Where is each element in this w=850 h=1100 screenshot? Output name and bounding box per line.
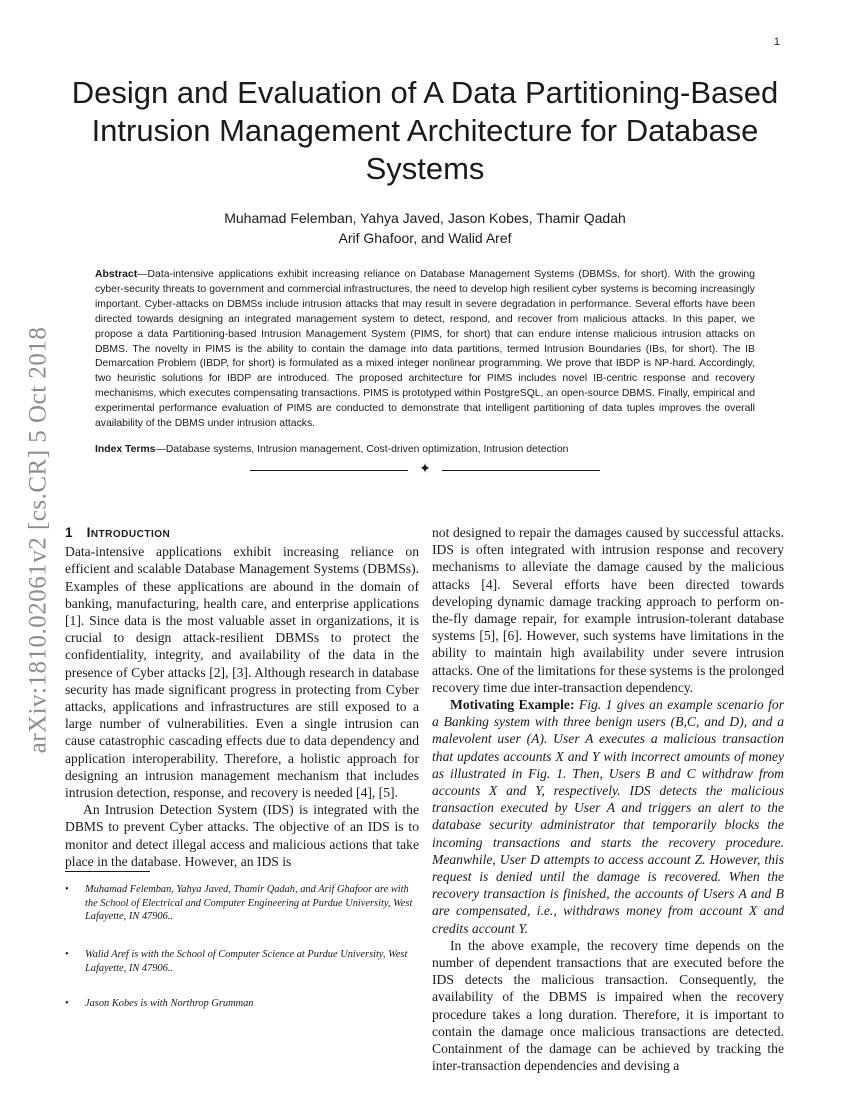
divider-line-right [442,470,600,471]
footnote-text: Walid Aref is with the School of Computer Science at Purdue University, West Lafayette, IN 47906.. [85,949,408,974]
section-title: Introduction [86,525,171,540]
intro-paragraph-4: In the above example, the recovery time depends on the number of dependent transactions that are executed before the IDS detects the malicious transaction. Consequently, the availability of the DBMS is impaired when the recovery procedure takes a long duration. Therefore, it is important to contain the damage once malicious transactions are detected. Containment of the damage can be achieved by tracking the inter-transaction dependencies and devising a [432,937,784,1074]
author-line-2: Arif Ghafoor, and Walid Aref [338,230,512,246]
intro-paragraph-3: not designed to repair the damages caused by successful attacks. IDS is often integrated with intrusion response and recovery mechanisms to alleviate the damage caused by the malicious attacks [4]. Several efforts have been directed towards developing dynamic damage tracking approach to perform on-the-fly damage repair, for example intrusion-tolerant database systems [5], [6]. However, such systems have limitations in the ability to maintain high availability under severe intrusion attacks. One of the limitations for these systems is the prolonged recovery time due inter-transaction dependency. [432,525,784,695]
footnote-bullet: • [65,884,69,895]
footnote-item [65,997,419,1011]
paper-title: Design and Evaluation of A Data Partitioning-Based Intrusion Management Architecture for Database Systems [71,75,779,186]
footnote-item [65,948,419,975]
footnote-rule [65,871,150,872]
footnote-text: Muhamad Felemban, Yahya Javed, Thamir Qadah, and Arif Ghafoor are with the School of Electrical and Computer Engineering at Purdue University, West Lafayette, IN 47906.. [85,884,413,923]
index-terms-text: —Database systems, Intrusion management, Cost-driven optimization, Intrusion detection [155,444,569,455]
right-column [432,524,784,1075]
motivating-example-text: Fig. 1 gives an example scenario for a Banking system with three benign users (B,C, and D), and a malevolent user (A). User A executes a malicious transaction that updates accounts X and Y with incorrect amounts of money as illustrated in Fig. 1. Then, Users B and C withdraw from accounts X and Y, respectively. IDS detects the malicious transaction executed by User A and triggers an alert to the database security administrator that temporarily blocks the incoming transactions and starts the recovery procedure. Meanwhile, User D attempts to access account Z. However, this request is denied until the damage is recovered. When the recovery transaction is finished, the accounts of Users A and B are compensated, i.e., withdraws money from account X and credits account Y. [432,697,785,936]
abstract-text: —Data-intensive applications exhibit increasing reliance on Database Management Systems (DBMSs, for short). With the growing cyber-security threats to government and commercial infrastructures, the need to develop high resilient cyber systems is becoming increasingly important. Cyber-attacks on DBMSs include intrusion attacks that may result in severe degradation in performance. Several efforts have been directed towards designing an integrated management system to detect, respond, and recover from malicious attacks. In this paper, we propose a data Partitioning-based Intrusion Management System (PIMS, for short) that can endure intense malicious intrusion attacks on DBMS. The novelty in PIMS is the ability to contain the damage into data partitions, termed Intrusion Boundaries (IBs, for short). The IB Demarcation Problem (IBDP, for short) is formulated as a mixed integer nonlinear programming. We prove that IBDP is NP-hard. Accordingly, two heuristic solutions for IBDP are introduced. The proposed architecture for PIMS includes novel IB-centric response and recovery mechanisms, which executes compensating transactions. PIMS is prototyped within PostgreSQL, an open-source DBMS. Finally, empirical and experimental performance evaluation of PIMS are conducted to demonstrate that intelligent partitioning of data tuples improves the overall availability of the DBMS under intrusion attacks. [95,269,755,430]
divider-line-left [250,470,408,471]
abstract-label: Abstract [95,269,138,280]
footnote-bullet: • [65,998,69,1009]
motivating-example-label: Motivating Example: [450,697,575,713]
intro-paragraph-2: An Intrusion Detection System (IDS) is integrated with the DBMS to prevent Cyber attacks. The objective of an IDS is to monitor and detect illegal access and malicious actions that take place in the database. However, an IDS is [65,802,419,869]
section-number: 1 [65,525,73,540]
section-divider [250,462,600,478]
footnote-bullet: • [65,949,69,960]
footnote-text: Jason Kobes is with Northrop Grumman [85,998,254,1009]
abstract [95,268,755,432]
index-terms-label: Index Terms [95,444,156,455]
intro-paragraph-1: Data-intensive applications exhibit increasing reliance on efficient and scalable Database Management Systems (DBMSs). Examples of these applications are abound in the domain of banking, manufacturing, health care, and enterprise applications [1]. Since data is the most valuable asset in organizations, it is crucial to design attack-resilient DBMSs to protect the confidentiality, integrity, and availability of the data in the presence of Cyber attacks [2], [3]. Although research in database security has made significant progress in protecting from Cyber attacks, applications and infrastructures are still exposed to a large number of vulnerabilities. Even a single intrusion can cause catastrophic cascading effects due to data dependency and application interoperability. Therefore, a holistic approach for designing an intrusion management mechanism that includes intrusion detection, response, and recovery is needed [4], [5]. [65,544,419,801]
arxiv-identifier-text: arXiv:1810.02061v2 [cs.CR] 5 Oct 2018 [24,326,52,754]
index-terms [95,443,755,458]
divider-star-icon: ✦ [419,462,431,477]
left-column [65,524,419,870]
page-number: 1 [773,36,780,48]
motivating-example-paragraph [432,696,784,937]
author-line-1: Muhamad Felemban, Yahya Javed, Jason Kobes, Thamir Qadah [224,210,626,226]
footnote-item [65,883,419,924]
section-heading [65,524,419,541]
author-list [60,208,790,248]
arxiv-identifier-sidebar [18,305,58,775]
